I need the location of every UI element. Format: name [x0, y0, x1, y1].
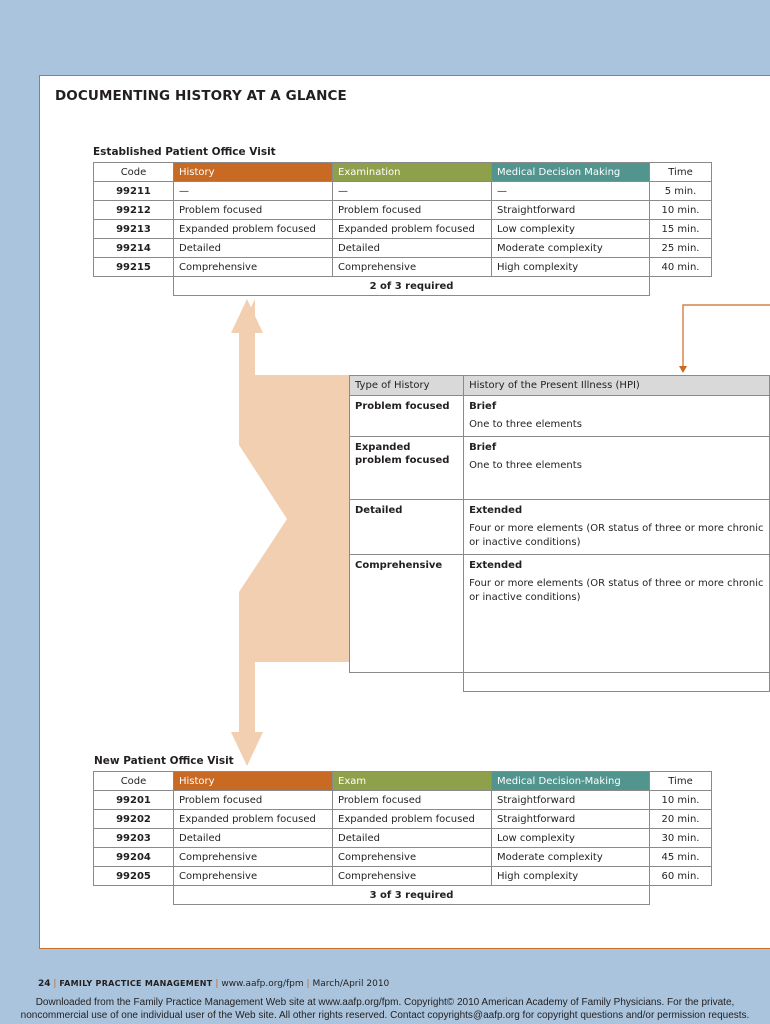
time-cell: 10 min.	[650, 201, 712, 220]
code-cell: 99204	[94, 848, 174, 867]
history-cell: Expanded problem focused	[174, 810, 333, 829]
table-row	[94, 239, 712, 258]
history-type: Comprehensive	[350, 555, 464, 673]
hpi-label: Brief	[469, 401, 497, 412]
page-title: DOCUMENTING HISTORY AT A GLANCE	[55, 88, 347, 104]
col-time: Time	[650, 163, 712, 182]
table-row	[94, 810, 712, 829]
down-arrow-shaft	[239, 662, 255, 733]
history-cell: Expanded problem focused	[174, 220, 333, 239]
table-row	[94, 867, 712, 886]
mdm-cell: Moderate complexity	[492, 239, 650, 258]
exam-cell: Expanded problem focused	[333, 810, 492, 829]
time-cell: 40 min.	[650, 258, 712, 277]
history-cell: Detailed	[174, 239, 333, 258]
exam-cell: Comprehensive	[333, 258, 492, 277]
history-type: Detailed	[350, 500, 464, 555]
hpi-cell	[464, 500, 770, 555]
col-type-of-history: Type of History	[350, 376, 464, 396]
col-code: Code	[94, 772, 174, 791]
table-row	[94, 791, 712, 810]
table-header-row	[350, 376, 770, 396]
mdm-cell: Low complexity	[492, 829, 650, 848]
exam-cell: Expanded problem focused	[333, 220, 492, 239]
code-cell: 99201	[94, 791, 174, 810]
code-cell: 99214	[94, 239, 174, 258]
table-row	[94, 182, 712, 201]
publication-name: FAMILY PRACTICE MANAGEMENT	[59, 979, 213, 988]
required-note: 2 of 3 required	[174, 277, 650, 296]
time-cell: 25 min.	[650, 239, 712, 258]
down-arrowhead	[231, 732, 263, 766]
hpi-connector-arrowhead	[679, 366, 687, 373]
time-cell: 10 min.	[650, 791, 712, 810]
table-row	[350, 500, 770, 555]
table-row-spacer	[350, 673, 770, 692]
code-cell: 99202	[94, 810, 174, 829]
hpi-label: Brief	[469, 442, 497, 453]
history-type: Expanded problem focused	[350, 437, 464, 500]
time-cell: 30 min.	[650, 829, 712, 848]
code-cell: 99205	[94, 867, 174, 886]
mdm-cell: —	[492, 182, 650, 201]
mdm-cell: High complexity	[492, 867, 650, 886]
table-header-row	[94, 772, 712, 791]
download-notice: Downloaded from the Family Practice Management Web site at www.aafp.org/fpm. Copyright© 2010 American Academy of Family Physicians. For the private, noncommercial use of one individual user of the Web site. All other rights reserved. Contact copyrights@aafp.org for copyright questions and/or permission requests.	[20, 997, 750, 1021]
history-link-arrow	[239, 299, 349, 662]
mdm-cell: Low complexity	[492, 220, 650, 239]
table-row	[94, 258, 712, 277]
exam-cell: Comprehensive	[333, 848, 492, 867]
required-row	[94, 886, 712, 905]
issue-date: March/April 2010	[312, 979, 390, 989]
code-cell: 99215	[94, 258, 174, 277]
code-cell: 99211	[94, 182, 174, 201]
history-cell: —	[174, 182, 333, 201]
exam-cell: Problem focused	[333, 201, 492, 220]
new-patient-caption: New Patient Office Visit	[94, 755, 234, 767]
col-hpi: History of the Present Illness (HPI)	[464, 376, 770, 396]
exam-cell: Detailed	[333, 829, 492, 848]
publication-url[interactable]: www.aafp.org/fpm	[221, 979, 304, 989]
time-cell: 60 min.	[650, 867, 712, 886]
history-cell: Comprehensive	[174, 848, 333, 867]
hpi-label: Extended	[469, 560, 523, 571]
mdm-cell: Straightforward	[492, 810, 650, 829]
table-row	[94, 848, 712, 867]
page-number: 24	[38, 979, 51, 989]
table-header-row	[94, 163, 712, 182]
col-exam: Exam	[333, 772, 492, 791]
exam-cell: Detailed	[333, 239, 492, 258]
hpi-note: One to three elements	[469, 419, 582, 430]
history-cell: Detailed	[174, 829, 333, 848]
hpi-note: Four or more elements (OR status of three or more chronic or inactive conditions)	[469, 523, 764, 548]
new-patient-table	[93, 771, 712, 905]
mdm-cell: Moderate complexity	[492, 848, 650, 867]
hpi-cell	[464, 396, 770, 437]
history-detail-table	[349, 375, 770, 692]
col-time: Time	[650, 772, 712, 791]
col-decision-making: Medical Decision-Making	[492, 772, 650, 791]
hpi-note: One to three elements	[469, 460, 582, 471]
established-caption: Established Patient Office Visit	[93, 146, 276, 158]
time-cell: 5 min.	[650, 182, 712, 201]
code-cell: 99213	[94, 220, 174, 239]
hpi-note: Four or more elements (OR status of three or more chronic or inactive conditions)	[469, 578, 764, 603]
mdm-cell: Straightforward	[492, 791, 650, 810]
col-history: History	[174, 163, 333, 182]
table-row	[94, 220, 712, 239]
history-cell: Problem focused	[174, 201, 333, 220]
required-row	[94, 277, 712, 296]
history-cell: Comprehensive	[174, 867, 333, 886]
col-code: Code	[94, 163, 174, 182]
table-row	[350, 396, 770, 437]
code-cell: 99212	[94, 201, 174, 220]
table-row	[350, 437, 770, 500]
hpi-label: Extended	[469, 505, 523, 516]
history-type: Problem focused	[350, 396, 464, 437]
history-cell: Problem focused	[174, 791, 333, 810]
time-cell: 15 min.	[650, 220, 712, 239]
table-row	[94, 201, 712, 220]
time-cell: 20 min.	[650, 810, 712, 829]
hpi-cell	[464, 555, 770, 673]
col-examination: Examination	[333, 163, 492, 182]
time-cell: 45 min.	[650, 848, 712, 867]
hpi-connector-line	[683, 305, 770, 366]
col-history: History	[174, 772, 333, 791]
code-cell: 99203	[94, 829, 174, 848]
exam-cell: Comprehensive	[333, 867, 492, 886]
page-footer: 24 | FAMILY PRACTICE MANAGEMENT | www.aafp.org/fpm | March/April 2010	[38, 979, 390, 989]
mdm-cell: High complexity	[492, 258, 650, 277]
exam-cell: Problem focused	[333, 791, 492, 810]
table-row	[350, 555, 770, 673]
hpi-cell	[464, 437, 770, 500]
mdm-cell: Straightforward	[492, 201, 650, 220]
up-arrow-shaft	[239, 332, 255, 375]
up-arrowhead	[231, 299, 263, 333]
required-note: 3 of 3 required	[174, 886, 650, 905]
established-table	[93, 162, 712, 296]
col-decision-making: Medical Decision Making	[492, 163, 650, 182]
table-row	[94, 829, 712, 848]
exam-cell: —	[333, 182, 492, 201]
history-cell: Comprehensive	[174, 258, 333, 277]
